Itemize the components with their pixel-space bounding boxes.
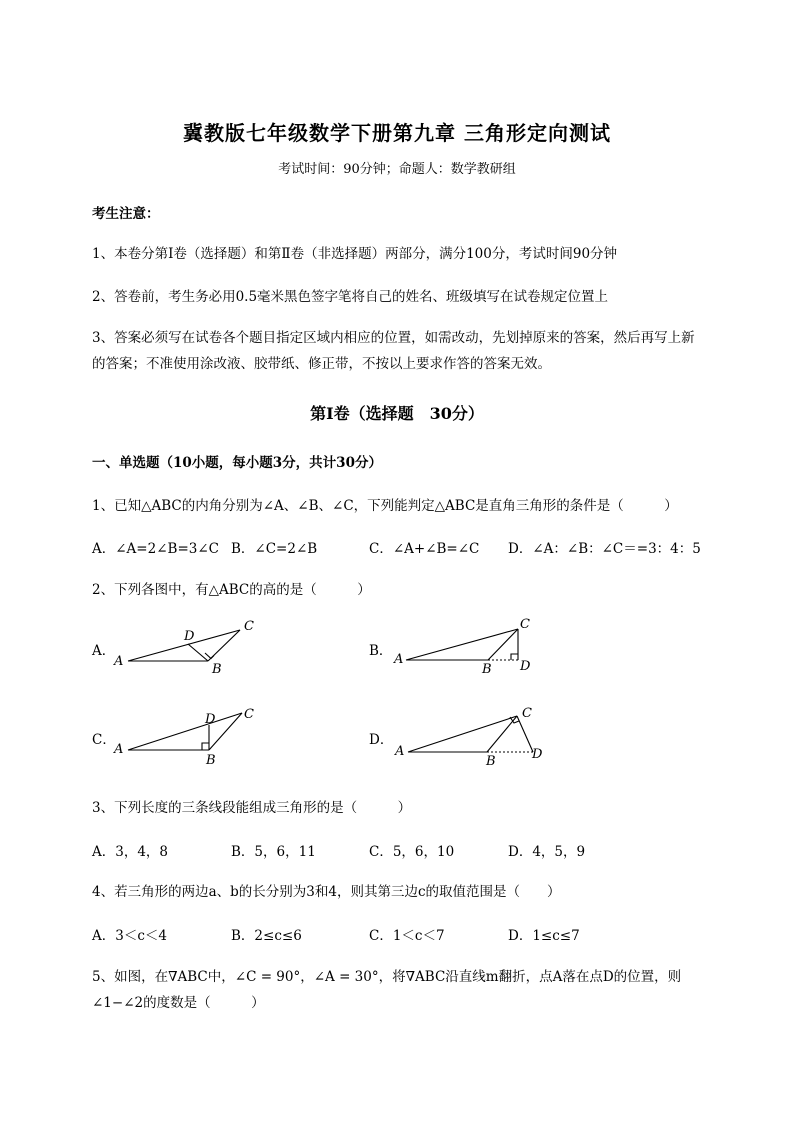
triangle-figure-a [110,615,270,680]
question-stem: 4、若三角形的两边a、b的长分别为3和4，则其第三边c的取值范围是（ ） [92,884,561,900]
option-d: D．∠A：∠B：∠C＝=3：4：5 [508,541,701,557]
option-a: A．3＜c＜4 [92,928,167,944]
vertex-label: B [212,662,222,677]
question-stem: ∠1−∠2的度数是（ ） [92,995,265,1011]
vertex-label: A [395,744,405,759]
triangle-figure-d [390,705,560,770]
exam-info: 考试时间：90分钟；命题人：数学教研组 [278,162,516,177]
vertex-label: D [205,712,216,727]
option-b: B． [369,643,393,659]
option-c: C．∠A+∠B=∠C [369,541,480,557]
section-title: 第I卷（选择题 30分） [310,404,484,423]
vertex-label: B [206,753,216,768]
question-stem: 2、下列各图中，有△ABC的高的是（ ） [92,582,371,598]
vertex-label: D [532,747,543,762]
vertex-label: A [114,654,124,669]
vertex-label: A [394,652,404,667]
vertex-label: D [184,629,195,644]
vertex-label: C [520,617,530,632]
option-c: C．5，6，10 [369,844,455,860]
option-a: A．3，4，8 [92,844,169,860]
notice-item: 3、答案必须写在试卷各个题目指定区域内相应的位置，如需改动，先划掉原来的答案，然后再写上新 [92,330,695,346]
part-heading: 一、单选题（10小题，每小题3分，共计30分） [92,455,382,471]
notice-item: 2、答卷前，考生务必用0.5毫米黑色签字笔将自己的姓名、班级填写在试卷规定位置上 [92,289,609,305]
notice-heading: 考生注意： [92,206,160,222]
vertex-label: B [482,662,492,677]
vertex-label: C [244,707,254,722]
vertex-label: C [244,619,254,634]
notice-item: 1、本卷分第I卷（选择题）和第Ⅱ卷（非选择题）两部分，满分100分，考试时间90分钟 [92,246,618,262]
option-d: D．4，5，9 [508,844,586,860]
option-d: D． [369,732,394,748]
option-b: B．5，6，11 [231,844,316,860]
option-a: A． [92,643,116,659]
triangle-figure-b [390,615,550,680]
option-b: B．2≤c≤6 [231,928,302,944]
option-b: B．∠C=2∠B [231,541,318,557]
vertex-label: B [486,754,496,769]
option-a: A．∠A=2∠B=3∠C [92,541,219,557]
vertex-label: D [520,659,531,674]
notice-item: 的答案；不准使用涂改液、胶带纸、修正带，不按以上要求作答的答案无效。 [92,356,551,372]
option-d: D．1≤c≤7 [508,928,580,944]
option-c: C．1＜c＜7 [369,928,445,944]
vertex-label: A [114,742,124,757]
question-stem: 1、已知△ABC的内角分别为∠A、∠B、∠C，下列能判定△ABC是直角三角形的条件是（ ） [92,498,678,514]
vertex-label: C [522,706,532,721]
triangle-figure-c [110,705,270,770]
question-stem: 3、下列长度的三条线段能组成三角形的是（ ） [92,800,412,816]
page-title: 冀教版七年级数学下册第九章 三角形定向测试 [183,121,611,145]
option-c: C． [92,732,116,748]
question-stem: 5、如图，在∇ABC中，∠C = 90°，∠A = 30°，将∇ABC沿直线m翻折，点A落在点D的位置，则 [92,969,682,985]
